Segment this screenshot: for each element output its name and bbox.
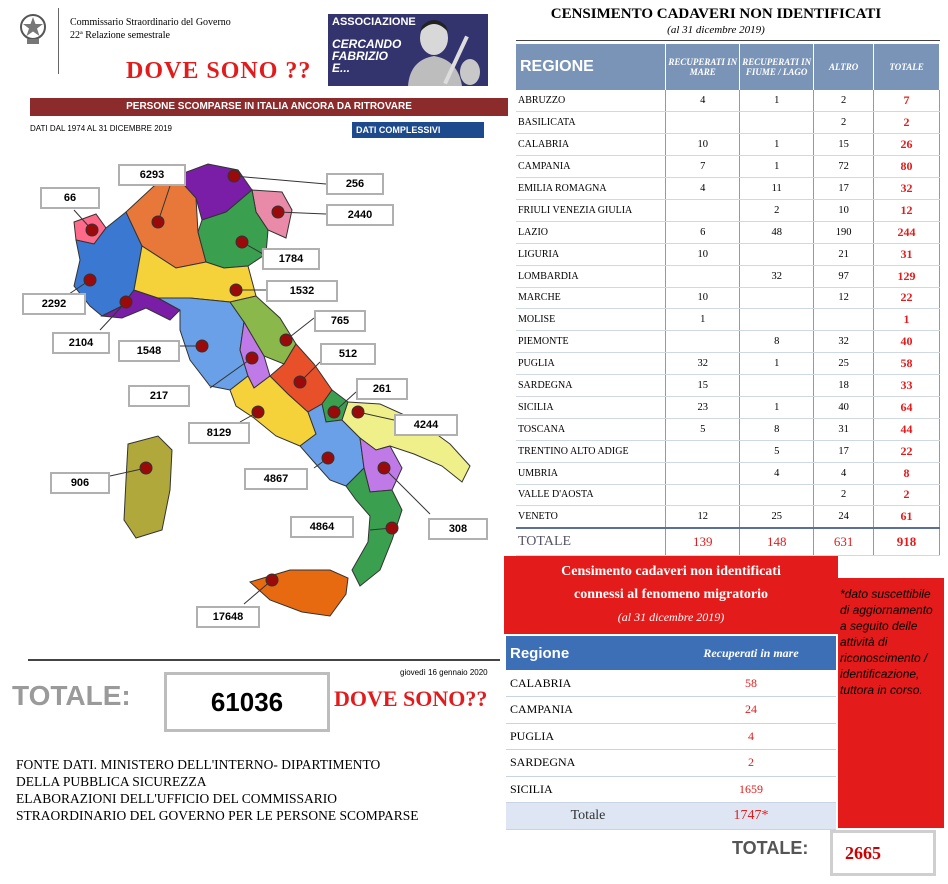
italy-map	[30, 150, 500, 640]
italian-emblem-icon	[18, 12, 48, 46]
migration-region-cell: SICILIA	[506, 776, 666, 803]
census-value-cell: 23	[666, 396, 740, 418]
census-row	[516, 484, 940, 506]
census-value-cell: 44	[874, 418, 940, 440]
census-value-cell: 31	[814, 418, 874, 440]
census-value-cell: 32	[814, 331, 874, 353]
census-value-cell	[666, 265, 740, 287]
association-name-2: FABRIZIO	[332, 49, 388, 63]
census-value-cell: 10	[814, 199, 874, 221]
census-region-cell: UMBRIA	[516, 462, 666, 484]
census-total-label: TOTALE	[516, 528, 666, 556]
census-value-cell	[740, 287, 814, 309]
migration-row	[506, 776, 836, 803]
migration-total-value: 1747*	[666, 803, 836, 830]
census-value-cell	[740, 309, 814, 331]
totale-label: TOTALE:	[12, 680, 131, 711]
missing-persons-banner: PERSONE SCOMPARSE IN ITALIA ANCORA DA RITROVARE	[30, 98, 508, 116]
census-value-cell: 2	[814, 90, 874, 112]
census-value-cell: 25	[814, 353, 874, 375]
census-region-cell: LIGURIA	[516, 243, 666, 265]
migration-region-cell: SARDEGNA	[506, 750, 666, 777]
census-value-cell: 40	[814, 396, 874, 418]
census-value-cell: 1	[666, 309, 740, 331]
col-header-mare: RECUPERATI IN MARE	[666, 44, 740, 90]
census-region-cell: LAZIO	[516, 221, 666, 243]
census-value-cell	[740, 243, 814, 265]
census-value-cell: 15	[814, 134, 874, 156]
map-label-valle-aosta: 66	[40, 187, 100, 209]
map-label-campania: 4867	[244, 468, 308, 490]
census-value-cell: 61	[874, 506, 940, 528]
census-value-cell	[666, 484, 740, 506]
map-label-liguria: 2104	[52, 332, 110, 354]
census-value-cell: 4	[666, 178, 740, 200]
association-name	[332, 38, 401, 74]
census-row	[516, 309, 940, 331]
census-value-cell: 22	[874, 287, 940, 309]
census-value-cell: 1	[740, 90, 814, 112]
census-region-cell: CAMPANIA	[516, 156, 666, 178]
source-line: FONTE DATI. MINISTERO DELL'INTERNO- DIPARTIMENTO	[16, 757, 381, 772]
census-value-cell: 64	[874, 396, 940, 418]
migration-title-2: connessi al fenomeno migratorio	[573, 587, 769, 602]
gov-line-1: Commissario Straordinario del Governo	[70, 17, 231, 28]
migration-row	[506, 750, 836, 777]
census-region-cell: VALLE D'AOSTA	[516, 484, 666, 506]
government-title	[70, 16, 231, 42]
census-subtitle: (al 31 dicembre 2019)	[667, 24, 765, 36]
census-value-cell: 11	[740, 178, 814, 200]
migration-row	[506, 723, 836, 750]
publication-date: giovedì 16 gennaio 2020	[400, 668, 488, 677]
map-label-piemonte: 2292	[22, 293, 86, 315]
census-value-cell: 1	[740, 353, 814, 375]
migration-value-cell: 2	[666, 750, 836, 777]
census-row	[516, 375, 940, 397]
census-value-cell: 244	[874, 221, 940, 243]
census-value-cell: 2	[814, 112, 874, 134]
census-value-cell: 2	[874, 484, 940, 506]
source-line: DELLA PUBBLICA SICUREZZA	[16, 774, 207, 789]
map-label-toscana: 1548	[118, 340, 180, 362]
migration-total-label: Totale	[506, 803, 666, 830]
census-value-cell: 97	[814, 265, 874, 287]
census-value-cell: 10	[666, 287, 740, 309]
census-value-cell: 17	[814, 178, 874, 200]
census-row	[516, 178, 940, 200]
census-row	[516, 243, 940, 265]
map-label-marche: 765	[314, 310, 366, 332]
census-value-cell: 10	[666, 134, 740, 156]
map-label-puglia: 4244	[394, 414, 458, 436]
census-region-cell: SARDEGNA	[516, 375, 666, 397]
census-value-cell	[666, 199, 740, 221]
census-value-cell: 31	[874, 243, 940, 265]
census-total-value: 631	[814, 528, 874, 556]
map-label-calabria: 4864	[290, 516, 354, 538]
map-label-umbria: 217	[128, 385, 190, 407]
census-region-cell: SICILIA	[516, 396, 666, 418]
census-value-cell: 12	[814, 287, 874, 309]
census-value-cell: 5	[666, 418, 740, 440]
migration-value-cell: 58	[666, 670, 836, 697]
census-value-cell	[666, 462, 740, 484]
census-value-cell: 17	[814, 440, 874, 462]
census-row	[516, 199, 940, 221]
census-row	[516, 462, 940, 484]
census-region-cell: ABRUZZO	[516, 90, 666, 112]
migration-value-cell: 24	[666, 697, 836, 724]
col-header-fiume: RECUPERATI IN FIUME / LAGO	[740, 44, 814, 90]
totale-value: 61036	[164, 672, 330, 732]
census-value-cell: 58	[874, 353, 940, 375]
census-value-cell: 15	[666, 375, 740, 397]
mig-col-regione: Regione	[506, 636, 666, 670]
dati-complessivi-badge: DATI COMPLESSIVI	[352, 122, 484, 138]
census-value-cell: 25	[740, 506, 814, 528]
dove-sono-footer: DOVE SONO??	[334, 686, 488, 711]
map-label-abruzzo: 512	[320, 343, 376, 365]
census-value-cell: 2	[874, 112, 940, 134]
census-row	[516, 396, 940, 418]
census-region-cell: MOLISE	[516, 309, 666, 331]
census-value-cell: 32	[740, 265, 814, 287]
census-value-cell: 22	[874, 440, 940, 462]
census-region-cell: LOMBARDIA	[516, 265, 666, 287]
census-value-cell	[740, 112, 814, 134]
census-value-cell: 12	[874, 199, 940, 221]
census-value-cell: 18	[814, 375, 874, 397]
association-name-1: CERCANDO	[332, 37, 402, 51]
census-region-cell: EMILIA ROMAGNA	[516, 178, 666, 200]
census-row	[516, 221, 940, 243]
census-value-cell: 129	[874, 265, 940, 287]
census-value-cell: 32	[874, 178, 940, 200]
census-value-cell	[666, 331, 740, 353]
census-region-cell: PUGLIA	[516, 353, 666, 375]
census-region-cell: FRIULI VENEZIA GIULIA	[516, 199, 666, 221]
census-region-cell: CALABRIA	[516, 134, 666, 156]
census-value-cell: 1	[740, 156, 814, 178]
census-row	[516, 265, 940, 287]
census-region-cell: BASILICATA	[516, 112, 666, 134]
migration-total-row	[506, 803, 836, 830]
source-line: STRAORDINARIO DEL GOVERNO PER LE PERSONE SCOMPARSE	[16, 808, 419, 823]
census-region-cell: MARCHE	[516, 287, 666, 309]
map-label-veneto: 1784	[262, 248, 320, 270]
census-region-cell: TRENTINO ALTO ADIGE	[516, 440, 666, 462]
association-heading: ASSOCIAZIONE	[332, 16, 416, 28]
census-row	[516, 112, 940, 134]
census-value-cell: 26	[874, 134, 940, 156]
census-row	[516, 418, 940, 440]
census-value-cell	[666, 112, 740, 134]
map-label-basilicata: 308	[428, 518, 488, 540]
col-header-totale: TOTALE	[874, 44, 940, 90]
census-value-cell: 40	[874, 331, 940, 353]
census-rule	[516, 40, 940, 41]
census-value-cell	[814, 309, 874, 331]
source-line: ELABORAZIONI DELL'UFFICIO DEL COMMISSARIO	[16, 791, 338, 806]
census-value-cell	[740, 484, 814, 506]
col-header-regione: REGIONE	[516, 44, 666, 90]
census-value-cell: 190	[814, 221, 874, 243]
migration-table	[506, 636, 836, 830]
map-label-trentino: 256	[326, 173, 384, 195]
association-logo	[328, 14, 488, 86]
census-value-cell: 4	[740, 462, 814, 484]
region-sardegna	[124, 436, 172, 538]
region-sicilia	[250, 570, 348, 616]
migration-region-cell: PUGLIA	[506, 723, 666, 750]
census-value-cell: 24	[814, 506, 874, 528]
migration-value-cell: 4	[666, 723, 836, 750]
migration-row	[506, 697, 836, 724]
census-header-row	[516, 44, 940, 90]
header-divider	[58, 8, 59, 74]
census-value-cell: 5	[740, 440, 814, 462]
census-value-cell: 1	[740, 134, 814, 156]
association-name-3: E...	[332, 61, 351, 75]
census-value-cell: 6	[666, 221, 740, 243]
census-row	[516, 134, 940, 156]
migration-value-cell: 1659	[666, 776, 836, 803]
census-value-cell: 8	[874, 462, 940, 484]
census-value-cell: 80	[874, 156, 940, 178]
census-row	[516, 506, 940, 528]
census-row	[516, 90, 940, 112]
census-value-cell: 48	[740, 221, 814, 243]
census-value-cell: 10	[666, 243, 740, 265]
migration-region-cell: CAMPANIA	[506, 697, 666, 724]
census-total-value: 918	[874, 528, 940, 556]
migration-region-cell: CALABRIA	[506, 670, 666, 697]
census-value-cell: 12	[666, 506, 740, 528]
data-source	[16, 756, 496, 824]
census-value-cell: 21	[814, 243, 874, 265]
census-region-cell: VENETO	[516, 506, 666, 528]
census-value-cell: 8	[740, 418, 814, 440]
grand-total-label: TOTALE:	[732, 838, 809, 858]
census-total-value: 148	[740, 528, 814, 556]
census-total-value: 139	[666, 528, 740, 556]
dove-sono-heading: DOVE SONO ??	[126, 58, 312, 84]
mig-col-recuperati: Recuperati in mare	[666, 636, 836, 670]
gov-line-2: 22ª Relazione semestrale	[70, 30, 170, 41]
census-value-cell: 2	[814, 484, 874, 506]
person-portrait-icon	[400, 14, 488, 86]
census-value-cell: 1	[740, 396, 814, 418]
census-table	[516, 44, 940, 556]
census-region-cell: TOSCANA	[516, 418, 666, 440]
census-value-cell: 4	[666, 90, 740, 112]
grand-total-value: 2665	[830, 830, 936, 876]
census-value-cell: 1	[874, 309, 940, 331]
census-value-cell: 33	[874, 375, 940, 397]
census-row	[516, 287, 940, 309]
census-value-cell: 2	[740, 199, 814, 221]
census-title: CENSIMENTO CADAVERI NON IDENTIFICATI	[550, 6, 882, 22]
date-range: DATI DAL 1974 AL 31 DICEMBRE 2019	[30, 124, 172, 133]
census-value-cell	[666, 440, 740, 462]
migration-row	[506, 670, 836, 697]
map-label-friuli: 2440	[326, 204, 394, 226]
census-row	[516, 440, 940, 462]
census-value-cell: 7	[874, 90, 940, 112]
census-value-cell: 32	[666, 353, 740, 375]
census-row	[516, 353, 940, 375]
census-value-cell: 72	[814, 156, 874, 178]
census-row	[516, 331, 940, 353]
map-label-sicilia: 17648	[196, 606, 260, 628]
census-value-cell: 8	[740, 331, 814, 353]
census-region-cell: PIEMONTE	[516, 331, 666, 353]
map-label-emilia: 1532	[266, 280, 338, 302]
migration-header-row	[506, 636, 836, 670]
census-total-row	[516, 528, 940, 556]
map-label-sardegna: 906	[50, 472, 110, 494]
map-label-lazio: 8129	[188, 422, 250, 444]
col-header-altro: ALTRO	[814, 44, 874, 90]
migration-title-1: Censimento cadaveri non identificati	[561, 564, 781, 579]
census-value-cell: 4	[814, 462, 874, 484]
update-note: *dato suscettibile di aggiornamento a seguito delle attività di riconoscimento / identificazione, tuttora in corso.	[838, 578, 944, 828]
footer-divider	[28, 659, 500, 661]
census-value-cell	[740, 375, 814, 397]
map-label-lombardia: 6293	[118, 164, 186, 186]
migration-subtitle: (al 31 dicembre 2019)	[617, 610, 725, 624]
migration-title	[504, 556, 838, 634]
map-label-molise: 261	[356, 378, 408, 400]
census-value-cell: 7	[666, 156, 740, 178]
census-row	[516, 156, 940, 178]
